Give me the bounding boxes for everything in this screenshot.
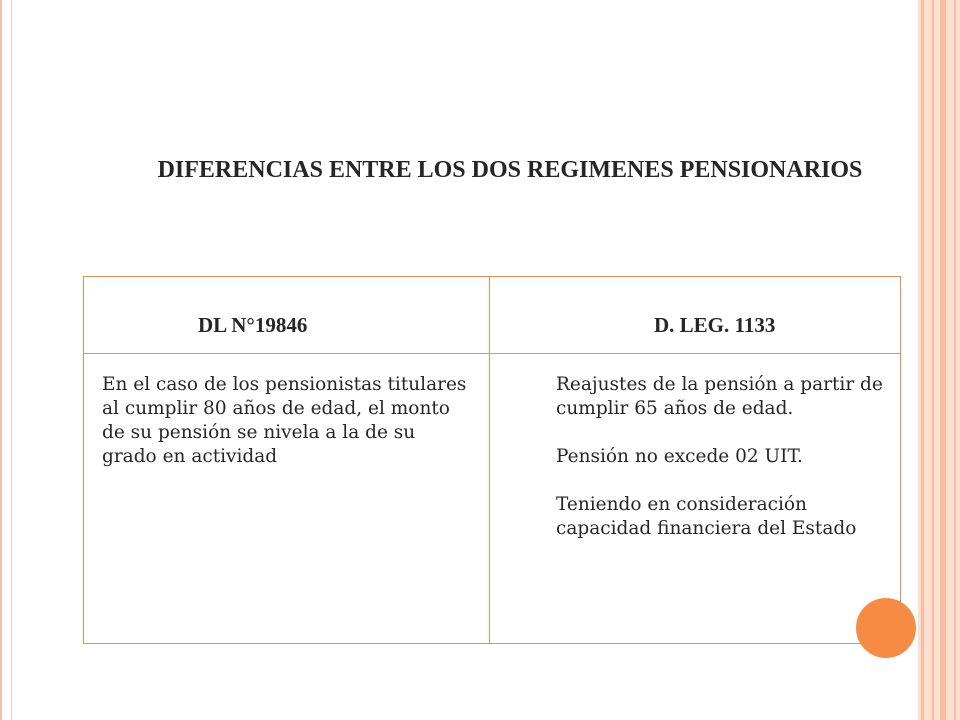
header-divider: [84, 353, 900, 354]
slide-title: DIFERENCIAS ENTRE LOS DOS REGIMENES PENSIONARIOS: [157, 157, 863, 183]
right-cell-paragraph-1: Reajustes de la pensión a partir de cumplir 65 años de edad.: [556, 374, 883, 419]
left-border-line-inner: [11, 0, 12, 720]
header-dl-19846: DL N°19846: [198, 313, 308, 337]
stripe: [921, 0, 924, 720]
stripe: [954, 0, 956, 720]
left-border-line: [0, 0, 2, 720]
right-cell-paragraph-2: Pensión no excede 02 UIT.: [556, 446, 803, 467]
right-cell-paragraph-3: Teniendo en consideración capacidad financiera del Estado: [556, 494, 857, 539]
right-cell: [556, 373, 896, 565]
stripe: [940, 0, 946, 720]
comparison-table: [83, 276, 901, 644]
right-decorative-stripes: [918, 0, 960, 720]
left-cell-text: En el caso de los pensionistas titulares al cumplir 80 años de edad, el monto de su pensión se nivela a la de su grado en actividad: [102, 374, 467, 467]
header-d-leg-1133: D. LEG. 1133: [654, 313, 776, 337]
stripe: [932, 0, 934, 720]
decorative-orange-circle: [856, 598, 916, 658]
column-divider: [489, 277, 490, 643]
